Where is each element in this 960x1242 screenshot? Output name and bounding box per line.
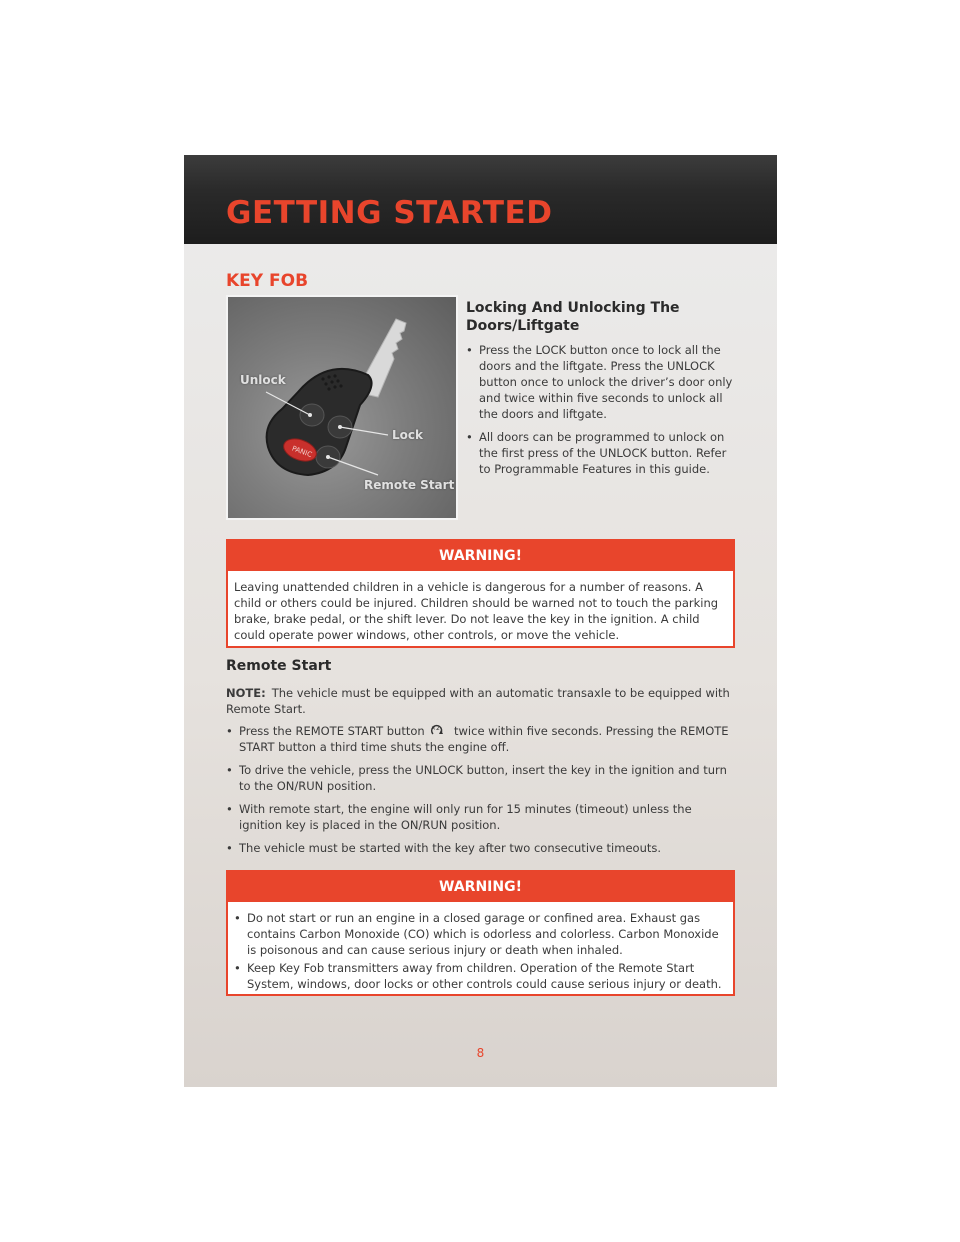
list-item: • To drive the vehicle, press the UNLOCK button, insert the key in the ignition and turn to the ON/RUN position. (226, 762, 736, 794)
remote-start-bullets (226, 723, 736, 863)
list-item: • The vehicle must be started with the key after two consecutive timeouts. (226, 840, 736, 856)
bullet-text: twice within five seconds. Pressing the REMOTE START button a third time shuts the engine off. (239, 724, 729, 754)
list-item: • Keep Key Fob transmitters away from children. Operation of the Remote Start System, windows, door locks or other controls could cause serious injury or death. (234, 960, 727, 992)
page-title: GETTING STARTED (226, 195, 553, 231)
warning-bullets (234, 910, 727, 992)
warning-box-children (226, 539, 735, 648)
list-item (226, 723, 736, 755)
note-text: The vehicle must be equipped with an automatic transaxle to be equipped with Remote Start. (226, 686, 730, 716)
key-fob-photo (226, 295, 458, 520)
warning-body (228, 902, 733, 1002)
warning-box-remote-start (226, 870, 735, 996)
section-title: KEY FOB (226, 271, 309, 291)
warning-heading: WARNING! (228, 541, 733, 571)
bullet-text: Press the REMOTE START button (239, 724, 425, 738)
page-number: 8 (476, 1046, 485, 1060)
list-item: • Do not start or run an engine in a closed garage or confined area. Exhaust gas contains Carbon Monoxide (CO) which is odorless and colorless. Carbon Monoxide is poisonous and can cause serious injury or death when inhaled. (234, 910, 727, 958)
list-item: • Press the LOCK button once to lock all the doors and the liftgate. Press the UNLOCK button once to unlock the driver’s door only and twice within five seconds to unlock all the doors and liftgate. (466, 342, 736, 422)
locking-bullets (466, 342, 736, 484)
remote-start-icon (428, 723, 450, 737)
panic-label: PANIC (290, 444, 314, 460)
remote-start-note (226, 685, 736, 717)
remote-start-title: Remote Start (226, 658, 332, 674)
note-label: NOTE: (226, 686, 266, 700)
manual-page (184, 155, 777, 1087)
callout-unlock: Unlock (240, 373, 286, 387)
callout-lock: Lock (392, 428, 423, 442)
warning-text: Leaving unattended children in a vehicle is dangerous for a number of reasons. A child or others could be injured. Children should be warned not to touch the parking brake, brake pedal, or the shift lever. Do not leave the key in the ignition. A child could operate power windows, other controls, or move the vehicle. (234, 580, 719, 642)
list-item: • With remote start, the engine will only run for 15 minutes (timeout) unless the ignition key is placed in the ON/RUN position. (226, 801, 736, 833)
callout-remote-start: Remote Start (364, 478, 455, 492)
warning-heading: WARNING! (228, 872, 733, 902)
svg-text:×2: ×2 (431, 725, 441, 732)
locking-title: Locking And Unlocking The Doors/Liftgate (466, 300, 680, 334)
list-item: • All doors can be programmed to unlock on the first press of the UNLOCK button. Refer to Programmable Features in this guide. (466, 429, 736, 477)
page-header (184, 155, 777, 244)
